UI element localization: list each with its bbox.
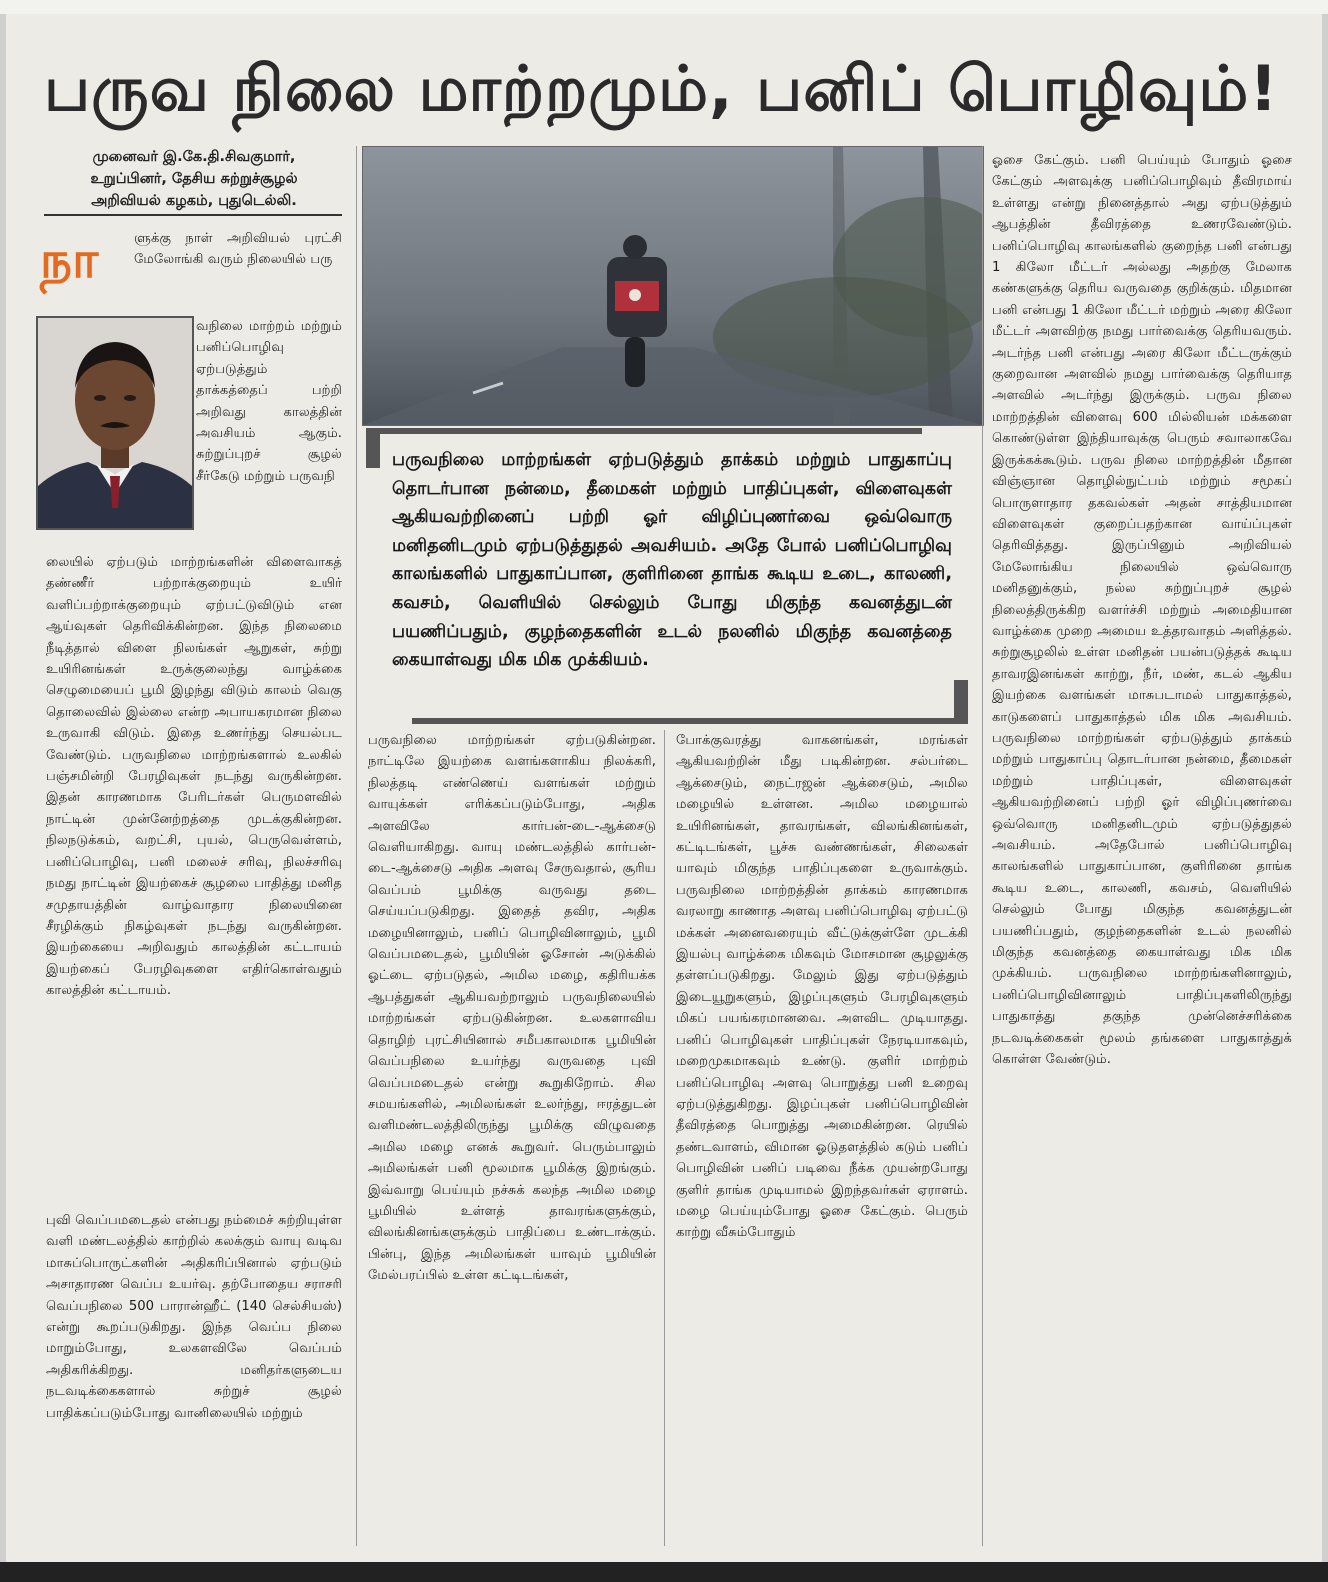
column-divider bbox=[356, 146, 357, 1546]
byline-divider bbox=[44, 214, 342, 216]
drop-cap: நா bbox=[40, 231, 99, 289]
pull-quote-top-rule bbox=[366, 428, 922, 434]
byline-role: உறுப்பினர், தேசிய சுற்றுச்சூழல் bbox=[90, 171, 298, 187]
article-column-1-body: லையில் ஏற்படும் மாற்றங்களின் விளைவாகத் தண்ணீர் பற்றாக்குறையும் உயிர் வளிப்பற்றாக்குறையும் ஏற்பட்டுவிடும் என ஆய்வுகள் தெரிவிக்கின்றன. இந்த நிலைமை நீடித்தால் விளை நிலங்கள் ஆறுகள், சுற்று உயிரினங்கள் உருக்குலைந்து வாழ்க்கை செழுமையைப் பூமி இழந்து விடும் காலம் வெகு தொலைவில் இல்லை என்ற அபாயகரமான நிலை உருவாகி விடும். இதை உணர்ந்து செயல்பட வேண்டும். பருவநிலை மாற்றங்களால் உலகில் பஞ்சமின்றி பேரழிவுகள் நடந்து வருகின்றன. இதன் காரணமாக பேரிடர்கள் பெருமளவில் நாட்டின் முன்னேற்றத்தை முடக்குகின்றன. நிலநடுக்கம், வறட்சி, புயல், பெருவெள்ளம், பனிப்பொழிவு, பனி மலைச் சரிவு, நிலச்சரிவு நமது நாட்டின் இயற்கைச் சூழலை பாதித்து மனித சமுதாயத்தின் வாழ்வாதார நிலையினை சீரழிக்கும் நிகழ்வுகள் நடந்து வருகின்றன. இயற்கையை அறிவதும் காலத்தின் கட்டாயம் இயற்கைப் பேரழிவுகளை எதிர்கொள்வதும் காலத்தின் கட்டாயம். bbox=[46, 555, 342, 999]
pull-quote-box bbox=[366, 428, 968, 724]
author-portrait-image bbox=[38, 318, 192, 528]
pull-quote-text: பருவநிலை மாற்றங்கள் ஏற்படுத்தும் தாக்கம் மற்றும் பாதுகாப்பு தொடர்பான நன்மை, தீமைகள் மற்றும் பாதிப்புகள், விளைவுகள் ஆகியவற்றினைப் பற்றி ஓர் விழிப்புணர்வை ஒவ்வொரு மனிதனிடமும் ஏற்படுத்துதல் அவசியம். அதே போல் பனிப்பொழிவு காலங்களில் பாதுகாப்பான, குளிரினை தாங்க கூடிய உடை, காலணி, கவசம், வெளியில் செல்லும் போது மிகுந்த கவனத்துடன் பயணிப்பதும், குழந்தைகளின் உடல் நலனில் மிகுந்த கவனத்தை கையாள்வது மிக மிக முக்கியம். bbox=[392, 450, 952, 671]
pull-quote-bottom-rule bbox=[412, 718, 968, 724]
article-column-4: ஓசை கேட்கும். பனி பெய்யும் போதும் ஓசை கேட்கும் அளவுக்கு பனிப்பொழிவும் தீவிரமாய் உள்ளது என்று நினைத்தால் அது ஏற்படுத்தும் ஆபத்தின் தீவிரத்தை உணரவேண்டும். பனிப்பொழிவு காலங்களில் குறைந்த பனி என்பது 1 கிலோ மீட்டர் அல்லது அதற்கு மேலாக கண்களுக்கு தெரிய வருவதை குறிக்கும். மிதமான பனி என்பது 1 கிலோ மீட்டர் மற்றும் அரை கிலோ மீட்டர் அளவிற்கு நமது பார்வைக்கு தெரியவரும். அடர்ந்த பனி என்பது அரை கிலோ மீட்டருக்கும் குறைவான அளவில் நமது பார்வைக்கு தெரியாத அளவில் அடர்ந்து இருக்கும். பருவ நிலை மாற்றத்தின் விளைவு 600 மில்லியன் மக்களை கொண்டுள்ள இந்தியாவுக்கு பெரும் சவாலாகவே இருக்கக்கூடும். பருவ நிலை மாற்றத்தின் மீதான விஞ்ஞான தொழில்நுட்பம் மற்றும் சமூகப் பொருளாதார தகவல்கள் அதன் சாத்தியமான விளைவுகள் குறைப்பதற்கான வாய்ப்புகள் தெரிவித்தது. இருப்பினும் அறிவியல் மேலோங்கிய நிலையில் ஒவ்வொரு மனிதனுக்கும், நல்ல சுற்றுப்புறச் சூழல் நிலைத்திருக்கிற வளர்ச்சி மற்றும் அமைதியான வாழ்க்கை முறை அமைய உத்தரவாதம் அளித்தல். சுற்றுசூழலில் உள்ள மனிதன் பயன்படுத்தக் கூடிய தாவரஇனங்கள் காற்று, நீர், மண், கடல் ஆகிய இயற்கை வளங்கள் மாசுபடாமல் பாதுகாத்தல், காடுகளைப் பாதுகாத்தல் மிக மிக அவசியம். பருவநிலை மாற்றங்கள் ஏற்படுத்தும் தாக்கம் மற்றும் பாதுகாப்பு தொடர்பான நன்மை, தீமைகள் மற்றும் பாதிப்புகள், விளைவுகள் ஆகியவற்றினைப் பற்றி ஓர் விழிப்புணர்வை ஒவ்வொரு மனிதனிடமும் ஏற்படுத்துதல் அவசியம். அதேபோல் பனிப்பொழிவு காலங்களில் பாதுகாப்பான, குளிரினை தாங்க கூடிய உடை, காலணி, கவசம், வெளியில் செல்லும் போது மிகுந்த கவனத்துடன் பயணிப்பதும், குழந்தைகளின் உடல் நலனில் மிகுந்த கவனத்தை கையாள்வது மிக மிக முக்கியம். பருவநிலை மாற்றங்களினாலும், பனிப்பொழிவினாலும் பாதிப்புகளிலிருந்து பாதுகாத்து தகுந்த முன்னெச்சரிக்கை நடவடிக்கைகள் மூலம் தங்களை பாதுகாத்துக் கொள்ள வேண்டும். bbox=[992, 153, 1292, 1068]
author-byline bbox=[48, 146, 340, 212]
foggy-road-photo bbox=[362, 146, 984, 426]
top-strip bbox=[0, 0, 1328, 14]
pull-quote-right-bar bbox=[954, 680, 968, 724]
article-column-3: போக்குவரத்து வாகனங்கள், மரங்கள் ஆகியவற்றின் மீது படிகின்றன. சல்பர்டை ஆக்சைடும், நைட்ரஜன் ஆக்சைடும், அமில மழையில் உள்ளன. அமில மழையால் உயிரினங்கள், தாவரங்கள், விலங்கினங்கள், கட்டிடங்கள், பூச்சு வண்ணங்கள், சிலைகள் யாவும் மிகுந்த பாதிப்புகளை உருவாக்கும். பருவநிலை மாற்றத்தின் தாக்கம் காரணமாக வரலாறு காணாத அளவு பனிப்பொழிவு ஏற்பட்டு மக்கள் அனைவரையும் வீட்டுக்குள்ளே முடக்கி இயல்பு வாழ்க்கை மிகவும் மோசமான சூழலுக்கு தள்ளப்படுகிறது. மேலும் இது ஏற்படுத்தும் இடையூறுகளும், இழப்புகளும் பேரழிவுகளும் மிகப் பயங்கரமானவை. அளவிட முடியாதது. பனிப் பொழிவுகள் பாதிப்புகள் நேரடியாகவும், மறைமுகமாகவும் உண்டு. குளிர் மாற்றம் பனிப்பொழிவு அளவு பொறுத்து பனி உறைவு ஏற்படுத்துகிறது. இழப்புகள் பனிப்பொழிவின் தீவிரத்தை பொறுத்து அமைகின்றன. ரெயில் தண்டவாளம், விமான ஓடுதளத்தில் கடும் பனிப் பொழிவின் பனிப் படிவை நீக்க முயன்றபோது குளிர் தாங்க முடியாமல் இறந்தவர்கள் ஏராளம். மழை பெய்யும்போது ஓசை கேட்கும். பெரும் காற்று வீசும்போதும் bbox=[676, 733, 968, 1241]
column-divider bbox=[982, 146, 983, 1546]
headline: பருவ நிலை மாற்றமும், பனிப் பொழிவும்! bbox=[44, 52, 1279, 125]
pull-quote-left-bar bbox=[366, 428, 380, 468]
byline-organisation: அறிவியல் கழகம், புதுடெல்லி. bbox=[91, 193, 297, 209]
screen-bottom-bar bbox=[0, 1562, 1328, 1582]
byline-name: முனைவர் இ.கே.தி.சிவகுமார், bbox=[92, 149, 296, 165]
motorcyclist-in-fog-image bbox=[363, 147, 983, 425]
author-photo bbox=[36, 316, 194, 530]
article-column-1-beside-photo: வநிலை மாற்றம் மற்றும் பனிப்பொழிவு ஏற்படுத்தும் தாக்கத்தைப் பற்றி அறிவது காலத்தின் அவசியம் ஆகும். சுற்றுப்புறச் சூழல் சீர்கேடு மற்றும் பருவநி bbox=[196, 319, 342, 484]
article-column-1-continued: புவி வெப்பமடைதல் என்பது நம்மைச் சுற்றியுள்ள வளி மண்டலத்தில் காற்றில் கலக்கும் வாயு வடிவ மாசுப்பொருட்களின் அதிகரிப்பினால் ஏற்படும் அசாதாரண வெப்ப உயர்வு. தற்போதைய சராசரி வெப்பநிலை 500 பாரான்ஹீட் (140 செல்சியஸ்) என்று கூறப்படுகிறது. இந்த வெப்ப நிலை மாறும்போது, உலகளவிலே வெப்பம் அதிகரிக்கிறது. மனிதர்களுடைய நடவடிக்கைகளால் சுற்றுச் சூழல் பாதிக்கப்படும்போது வானிலையில் மற்றும் bbox=[46, 1213, 342, 1421]
column-divider bbox=[664, 730, 665, 1546]
article-column-1-intro: ளுக்கு நாள் அறிவியல் புரட்சி மேலோங்கி வரும் நிலையில் பரு bbox=[134, 231, 342, 268]
article-column-2: பருவநிலை மாற்றங்கள் ஏற்படுகின்றன. நாட்டிலே இயற்கை வளங்களாகிய நிலக்கரி, நிலத்தடி எண்ணெய் வளங்கள் மற்றும் வாயுக்கள் எரிக்கப்படும்போது, அதிக அளவிலே கார்பன்-டை-ஆக்சைடு வெளியாகிறது. வாயு மண்டலத்தில் கார்பன்-டை-ஆக்சைடு அதிக அளவு சேருவதால், சூரிய வெப்பம் பூமிக்கு வருவது தடை செய்யப்படுகிறது. இதைத் தவிர, அதிக மழையினாலும், பனிப் பொழிவினாலும், பூமி வெப்பமடைதல், பூமியின் ஓசோன் அடுக்கில் ஓட்டை ஏற்படுதல், அமில மழை, கதிரியக்க ஆபத்துகள் ஆகியவற்றாலும் பருவநிலையில் மாற்றங்கள் ஏற்படுகின்றன. உலகளாவிய தொழிற் புரட்சியினால் சமீபகாலமாக பூமியின் வெப்பநிலை உயர்ந்து வருவதை புவி வெப்பமடைதல் என்று கூறுகிறோம். சில சமயங்களில், அமிலங்கள் உலர்ந்து, ஈரத்துடன் வளிமண்டலத்திலிருந்து பூமிக்கு விழுவதை அமில மழை எனக் கூறுவர். பெரும்பாலும் அமிலங்கள் பனி மூலமாக பூமிக்கு இறங்கும். இவ்வாறு பெய்யும் நச்சுக் கலந்த அமில மழை பூமியில் உள்ளத் தாவரங்களுக்கும், விலங்கினங்களுக்கும் பாதிப்பை உண்டாக்கும். பின்பு, இந்த அமிலங்கள் யாவும் பூமியின் மேல்பரப்பில் உள்ள கட்டிடங்கள், bbox=[368, 733, 656, 1284]
